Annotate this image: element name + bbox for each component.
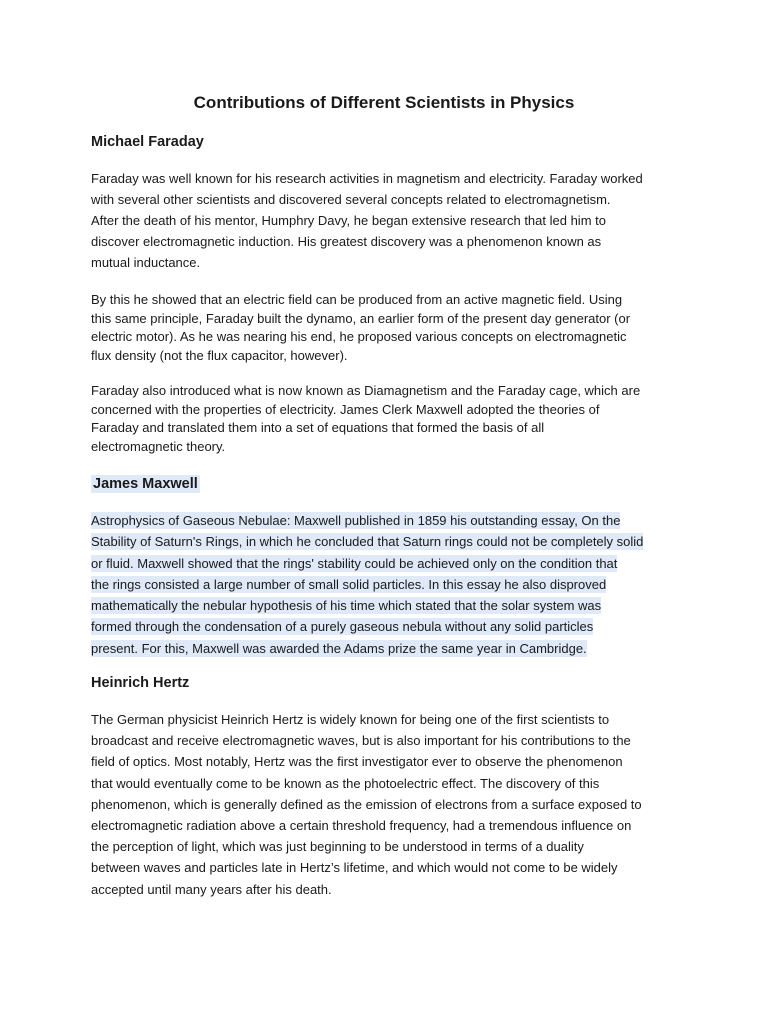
- highlighted-text: formed through the condensation of a purely gaseous nebula without any solid particles: [91, 619, 594, 635]
- text-line: the perception of light, which was just beginning to be understood in terms of a duality: [91, 839, 584, 855]
- faraday-paragraph-2: [91, 291, 691, 365]
- text-line: this same principle, Faraday built the dynamo, an earlier form of the present day generator (or: [91, 310, 631, 326]
- text-line: [91, 595, 691, 616]
- section-heading-faraday: Michael Faraday: [91, 134, 204, 150]
- text-line: Faraday and translated them into a set of equations that formed the basis of all: [91, 420, 545, 435]
- text-line: [91, 510, 691, 531]
- hertz-paragraph: [91, 709, 691, 900]
- text-line: concerned with the properties of electricity. James Clerk Maxwell adopted the theories of: [91, 401, 600, 417]
- text-line: [91, 553, 691, 574]
- text-line: electric motor). As he was nearing his end, he proposed various concepts on electromagnetic: [91, 329, 627, 344]
- text-line: After the death of his mentor, Humphry Davy, he began extensive research that led him to: [91, 213, 606, 228]
- text-line: electromagnetic radiation above a certain threshold frequency, had a tremendous influence on: [91, 818, 632, 834]
- section-heading-maxwell: [91, 474, 200, 494]
- text-line: between waves and particles late in Hertz’s lifetime, and which would not come to be widely: [91, 860, 618, 876]
- text-line: that would eventually come to be known as the photoelectric effect. The discovery of this: [91, 775, 600, 791]
- faraday-paragraph-3: [91, 382, 691, 456]
- text-line: field of optics. Most notably, Hertz was the first investigator ever to observe the phenomenon: [91, 754, 623, 770]
- maxwell-paragraph: [91, 510, 691, 659]
- text-line: Faraday also introduced what is now known as Diamagnetism and the Faraday cage, which are: [91, 383, 641, 398]
- text-line: [91, 638, 691, 659]
- text-line: By this he showed that an electric field can be produced from an active magnetic field. Using: [91, 292, 623, 307]
- text-line: with several other scientists and discovered several concepts related to electromagnetism.: [91, 192, 611, 207]
- section-heading-hertz: Heinrich Hertz: [91, 675, 190, 691]
- highlighted-text: mathematically the nebular hypothesis of his time which stated that the solar system was: [91, 598, 602, 614]
- text-line: flux density (not the flux capacitor, however).: [91, 347, 348, 363]
- text-line: electromagnetic theory.: [91, 438, 226, 454]
- page-title: Contributions of Different Scientists in Physics: [193, 93, 575, 112]
- text-line: discover electromagnetic induction. His greatest discovery was a phenomenon known as: [91, 234, 602, 249]
- highlighted-text: present. For this, Maxwell was awarded the Adams prize the same year in Cambridge.: [91, 640, 587, 656]
- text-line: accepted until many years after his death.: [91, 881, 332, 897]
- text-line: phenomenon, which is generally defined as the emission of electrons from a surface exposed to: [91, 796, 642, 812]
- text-line: [91, 531, 691, 552]
- text-line: broadcast and receive electromagnetic waves, but is also important for his contributions to the: [91, 733, 631, 749]
- highlighted-text: the rings consisted a large number of small solid particles. In this essay he also disproved: [91, 576, 607, 592]
- highlighted-text: Stability of Saturn's Rings, in which he concluded that Saturn rings could not be completely solid: [91, 534, 644, 550]
- text-line: mutual inductance.: [91, 255, 201, 270]
- highlighted-text: Astrophysics of Gaseous Nebulae: Maxwell published in 1859 his outstanding essay, On the: [91, 513, 621, 528]
- text-line: Faraday was well known for his research activities in magnetism and electricity. Faraday worked: [91, 171, 643, 186]
- highlighted-text: or fluid. Maxwell showed that the rings' stability could be achieved only on the condition that: [91, 555, 618, 571]
- text-line: The German physicist Heinrich Hertz is widely known for being one of the first scientists to: [91, 712, 610, 727]
- heading-text: James Maxwell: [93, 476, 198, 492]
- text-line: [91, 574, 691, 595]
- faraday-paragraph-1: [91, 168, 691, 273]
- text-line: [91, 616, 691, 637]
